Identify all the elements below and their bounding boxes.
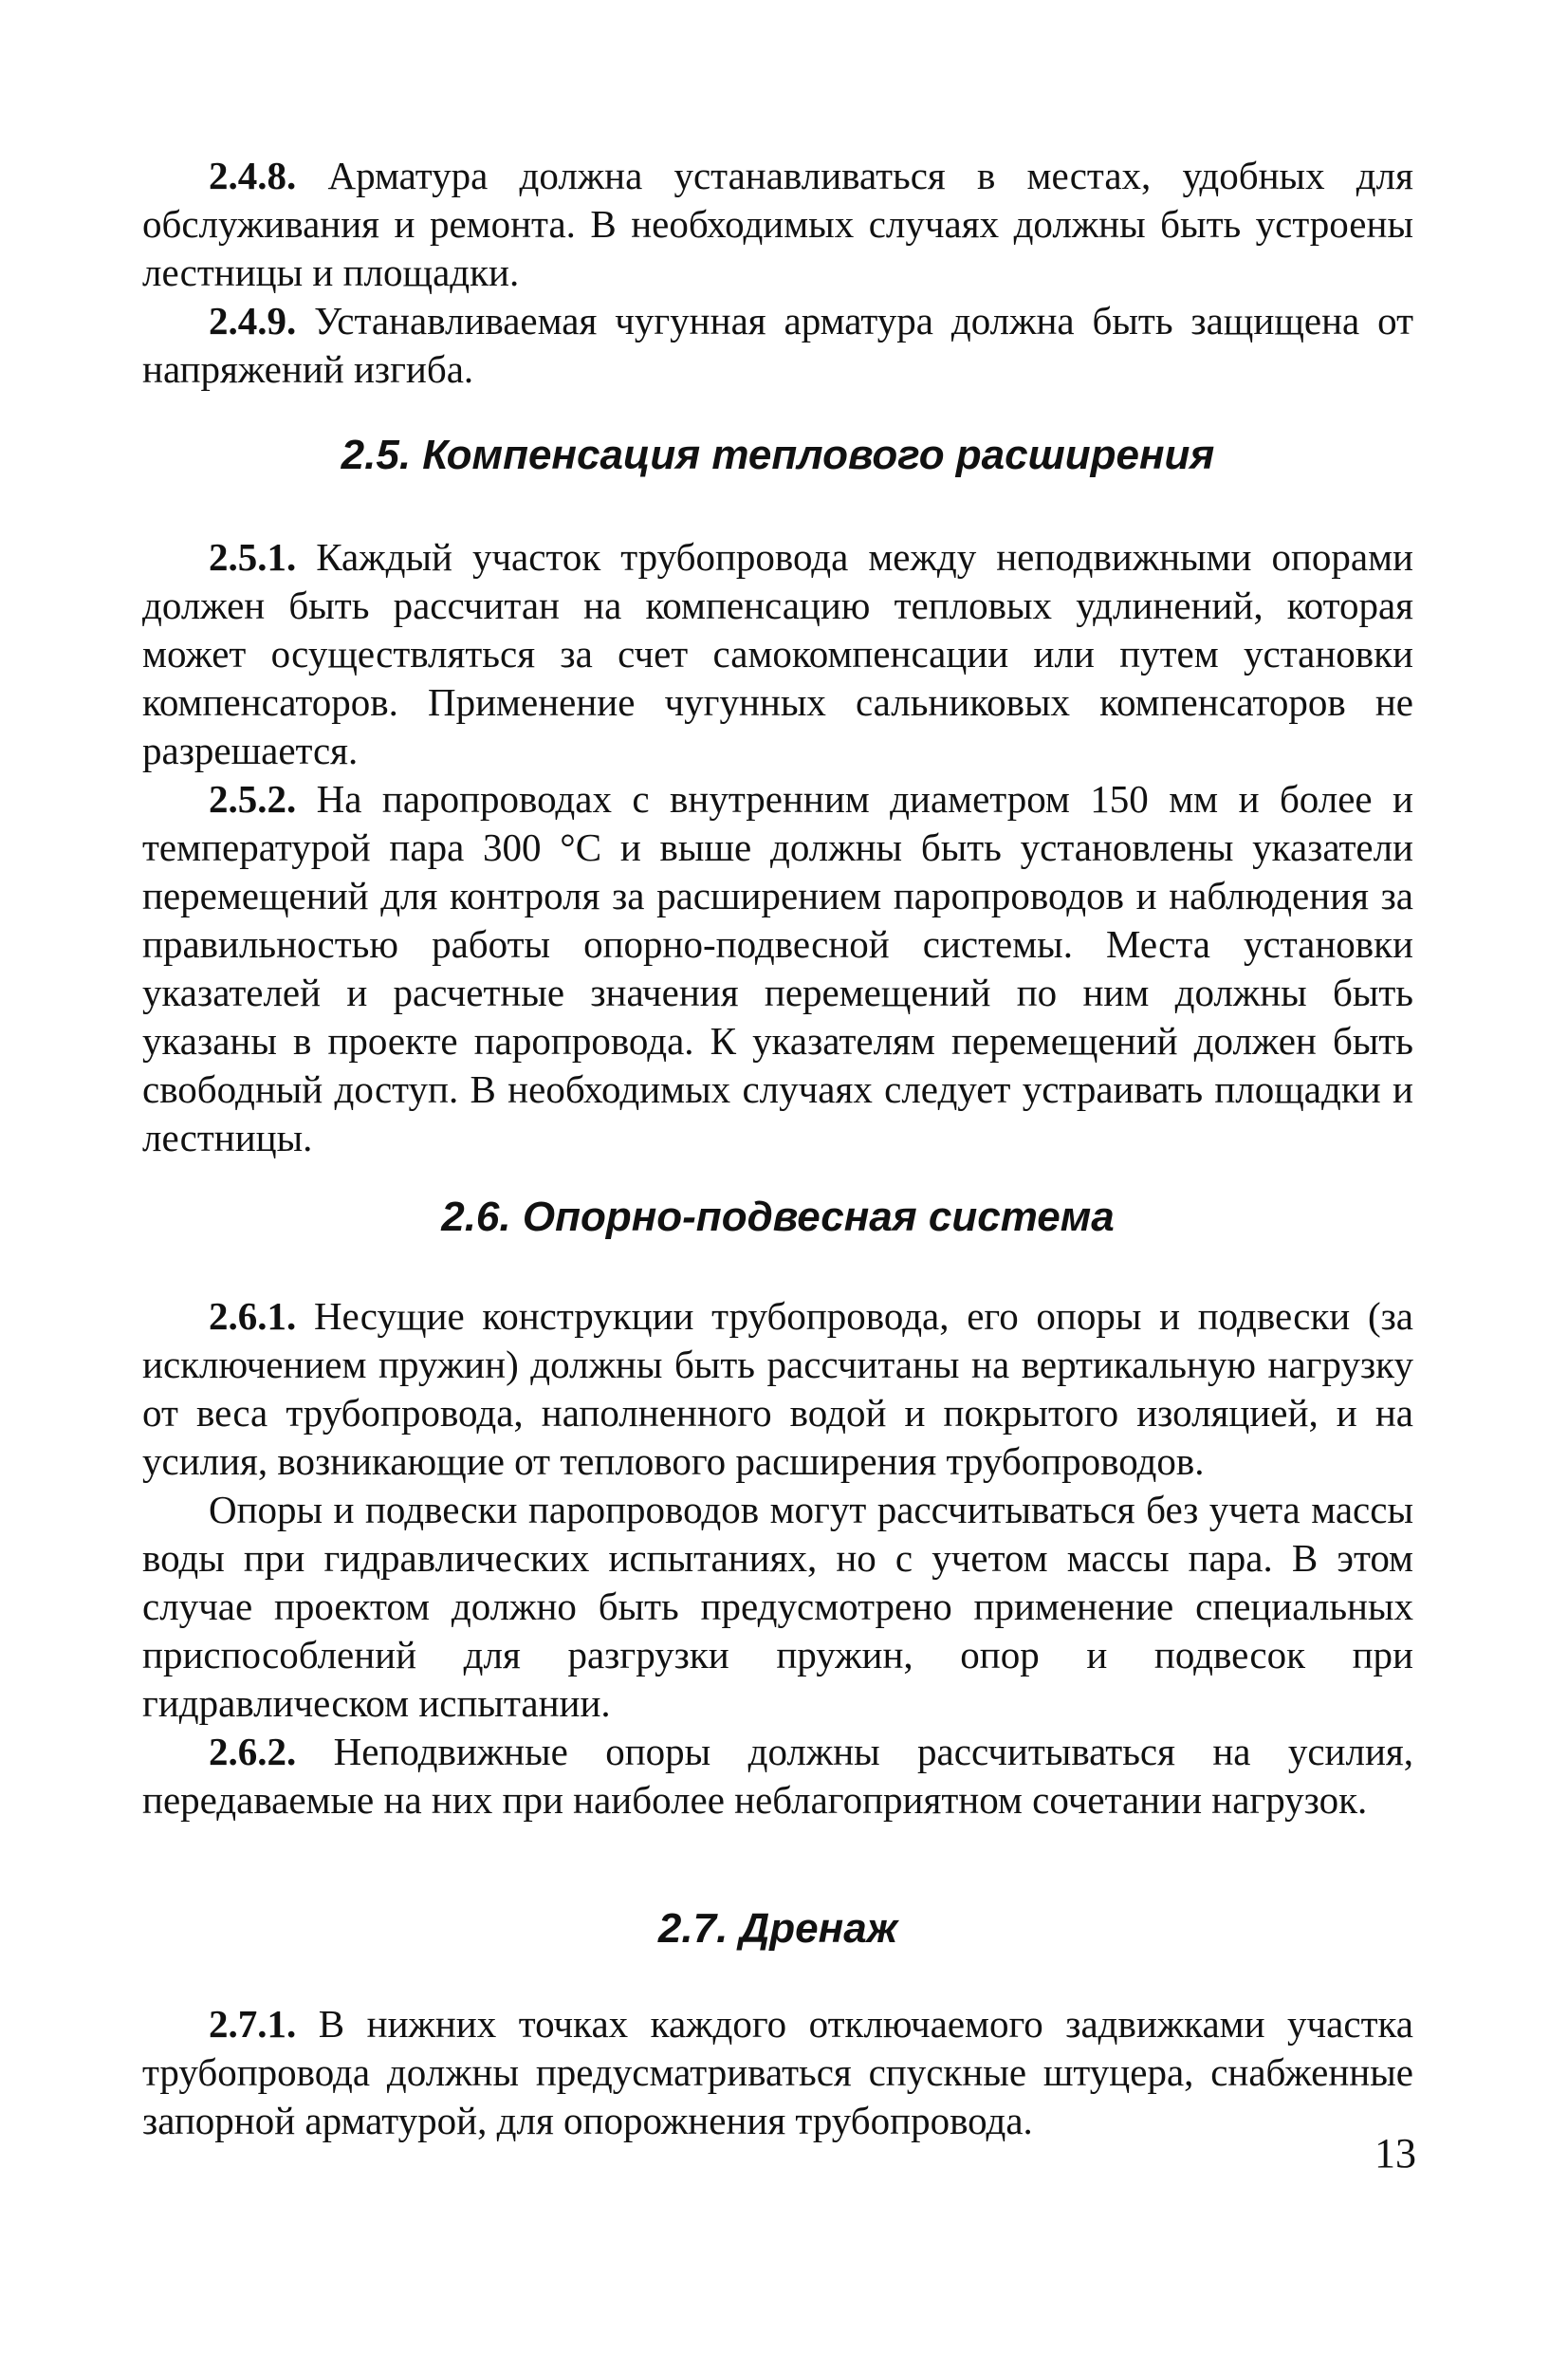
clause-number: 2.6.1. (209, 1294, 297, 1338)
paragraph (142, 1486, 1413, 1728)
clause-text: Арматура должна устанавливаться в местах, удобных для обслуживания и ремонта. В необходимых случаях должны быть устроены лестницы и площадки. (142, 154, 1413, 294)
heading-2-7: 2.7. Дренаж (657, 1905, 898, 1952)
clause-number: 2.6.2. (209, 1730, 297, 1773)
clause-text: Устанавливаемая чугунная арматура должна быть защищена от напряжений изгиба. (142, 299, 1413, 391)
paragraph (142, 297, 1413, 394)
page-number: 13 (1374, 2130, 1416, 2177)
clause-text: Несущие конструкции трубопровода, его опоры и подвески (за исключением пружин) должны быть рассчитаны на вертикальную нагрузку от веса трубопровода, наполненного водой и покрытого изоляцией, и на усилия, возникающие от теплового расширения трубопроводов. (142, 1294, 1413, 1483)
section-2-7-text (142, 2000, 1413, 2145)
heading-2-5: 2.5. Компенсация теплового расширения (341, 432, 1215, 478)
section-2-6-text (142, 1292, 1413, 1825)
clause-text: Каждый участок трубопровода между неподвижными опорами должен быть рассчитан на компенсацию тепловых удлинений, которая может осуществляться за счет самокомпенсации или путем установки компенсаторов. Применение чугунных сальниковых компенсаторов не разрешается. (142, 535, 1413, 772)
paragraph (142, 1292, 1413, 1486)
section-2-4-text (142, 152, 1413, 394)
paragraph (142, 2000, 1413, 2145)
clause-text: Опоры и подвески паропроводов могут рассчитываться без учета массы воды при гидравлических испытаниях, но с учетом массы пара. В этом случае проектом должно быть предусмотрено применение специальных приспособлений для разгрузки пружин, опор и подвесок при гидравлическом испытании. (142, 1488, 1413, 1725)
paragraph (142, 533, 1413, 775)
paragraph (142, 1728, 1413, 1825)
clause-number: 2.4.8. (209, 154, 297, 197)
paragraph (142, 152, 1413, 297)
clause-text: На паропроводах с внутренним диаметром 150 мм и более и температурой пара 300 °С и выше должны быть установлены указатели перемещений для контроля за расширением паропроводов и наблюдения за правильностью работы опорно-подвесной системы. Места установки указателей и расчетные значения перемещений по ним должны быть указаны в проекте паропровода. К указателям перемещений должен быть свободный доступ. В необходимых случаях следует устраивать площадки и лестницы. (142, 777, 1413, 1159)
section-2-5-text (142, 533, 1413, 1162)
paragraph (142, 775, 1413, 1162)
clause-number: 2.5.1. (209, 535, 297, 579)
clause-number: 2.4.9. (209, 299, 297, 343)
clause-text: Неподвижные опоры должны рассчитываться на усилия, передаваемые на них при наиболее неблагоприятном сочетании нагрузок. (142, 1730, 1413, 1822)
heading-2-6: 2.6. Опорно-подвесная система (441, 1194, 1115, 1240)
clause-number: 2.5.2. (209, 777, 297, 821)
clause-number: 2.7.1. (209, 2002, 297, 2046)
clause-text: В нижних точках каждого отключаемого задвижками участка трубопровода должны предусматриваться спускные штуцера, снабженные запорной арматурой, для опорожнения трубопровода. (142, 2002, 1413, 2142)
